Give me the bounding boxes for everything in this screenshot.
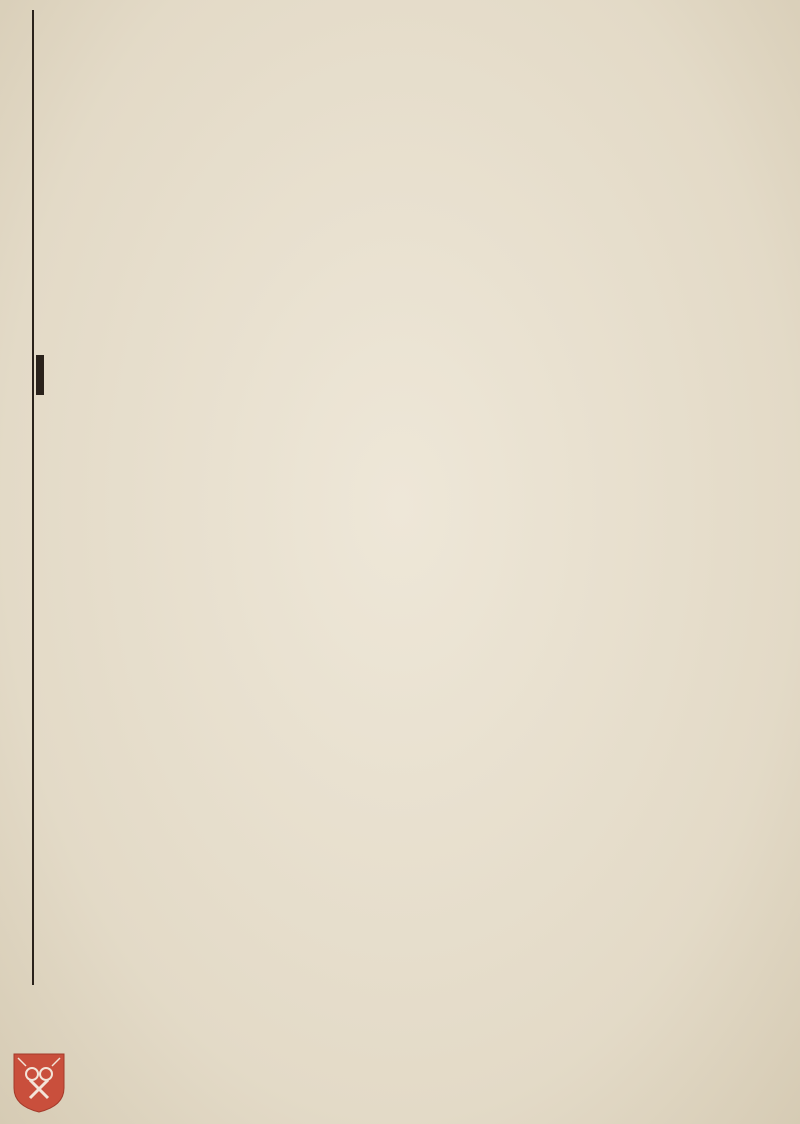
left-rule-line — [32, 10, 34, 985]
crest-logo-icon — [12, 1052, 66, 1114]
running-header — [300, 34, 640, 58]
left-rule-mark — [36, 355, 44, 395]
